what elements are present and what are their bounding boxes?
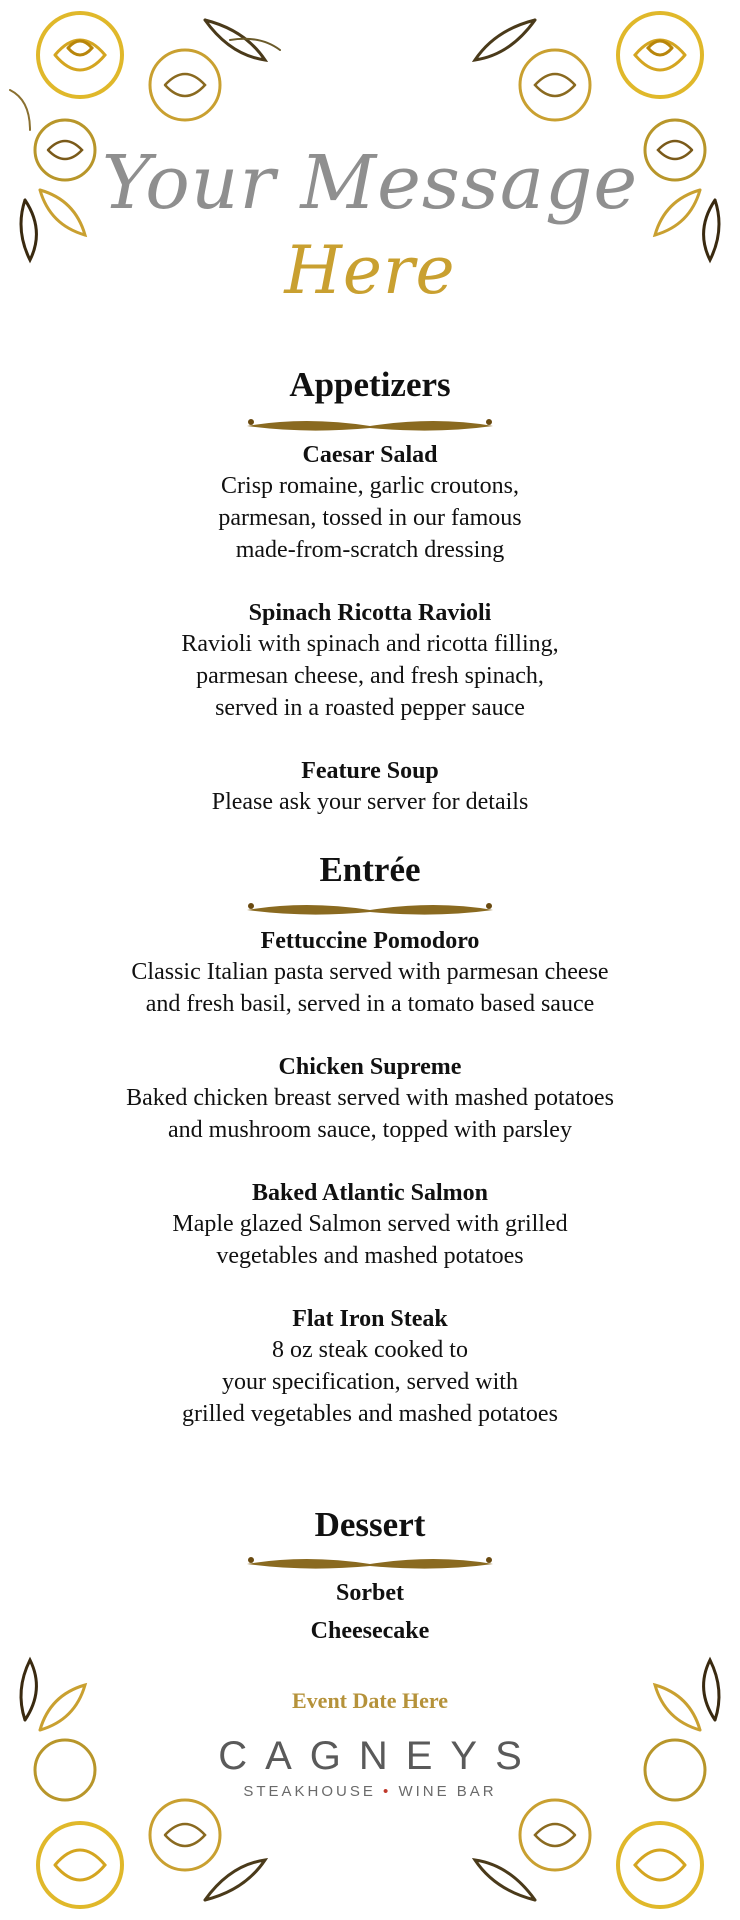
tagline-separator: • [383, 1783, 392, 1800]
menu-item [0, 926, 740, 1020]
item-description: 8 oz steak cooked to [272, 1337, 468, 1363]
menu-item [0, 1304, 740, 1430]
menu-item [0, 1178, 740, 1272]
item-description: Crisp romaine, garlic croutons, [221, 473, 519, 499]
item-name: Chicken Supreme [278, 1054, 462, 1080]
item-description: vegetables and mashed potatoes [216, 1243, 524, 1269]
item-description: parmesan, tossed in our famous [218, 505, 522, 531]
header-message-line-1: Your Message [101, 140, 639, 226]
item-description: served in a roasted pepper sauce [215, 695, 525, 721]
item-name: Fettuccine Pomodoro [260, 928, 480, 954]
rose-decoration-top-right [440, 0, 740, 270]
item-description: Baked chicken breast served with mashed potatoes [126, 1085, 614, 1111]
item-name: Flat Iron Steak [292, 1306, 448, 1332]
tagline-steakhouse: STEAKHOUSE [243, 1783, 376, 1800]
item-description: Please ask your server for details [211, 789, 529, 815]
item-name: Spinach Ricotta Ravioli [248, 600, 492, 626]
section-title-entree: Entrée [319, 850, 421, 889]
item-description: and mushroom sauce, topped with parsley [168, 1117, 572, 1143]
item-description: parmesan cheese, and fresh spinach, [196, 663, 544, 689]
menu-item [0, 756, 740, 818]
item-description: made-from-scratch dressing [235, 537, 505, 563]
tagline-wine-bar: WINE BAR [398, 1783, 497, 1800]
item-description: your specification, served with [222, 1369, 518, 1395]
menu-item [0, 1052, 740, 1146]
event-date: Event Date Here [292, 1688, 448, 1713]
item-name: Baked Atlantic Salmon [251, 1180, 489, 1206]
gold-divider [245, 1552, 495, 1576]
rose-decoration-top-left [0, 0, 300, 270]
menu-item [0, 598, 740, 724]
gold-divider [245, 898, 495, 922]
item-description: grilled vegetables and mashed potatoes [182, 1401, 558, 1427]
item-description: Classic Italian pasta served with parmesan cheese [131, 959, 609, 985]
gold-divider [245, 414, 495, 438]
brand-tagline [0, 1783, 740, 1800]
item-description: Maple glazed Salmon served with grilled [172, 1211, 568, 1237]
item-description: Ravioli with spinach and ricotta filling, [181, 631, 559, 657]
item-name: Feature Soup [301, 758, 439, 784]
section-title-appetizers: Appetizers [289, 365, 451, 404]
item-description: and fresh basil, served in a tomato based sauce [145, 991, 595, 1017]
header-message-line-2: Here [284, 232, 456, 309]
dessert-item: Cheesecake [310, 1618, 430, 1644]
brand-logo: CAGNEYS [218, 1734, 540, 1778]
dessert-item: Sorbet [336, 1580, 404, 1606]
item-name: Caesar Salad [302, 442, 438, 468]
menu-item [0, 440, 740, 566]
section-title-dessert: Dessert [314, 1505, 426, 1544]
